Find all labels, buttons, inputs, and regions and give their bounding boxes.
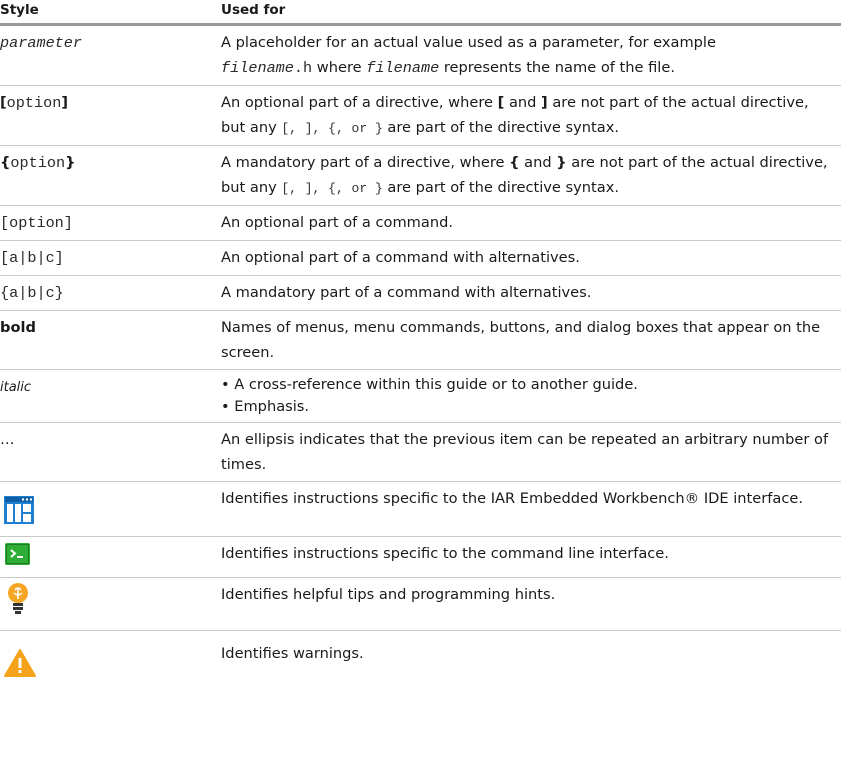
header-style: Style <box>0 2 39 18</box>
table-row <box>0 482 841 537</box>
option-word: option <box>10 154 66 172</box>
style-command-option: [option] <box>0 214 73 232</box>
bracket-close: ] <box>61 94 69 111</box>
description-cell <box>221 86 841 146</box>
inline-code: [, ], {, or } <box>281 121 383 136</box>
desc-text: where <box>312 59 367 76</box>
table-row <box>0 578 841 631</box>
bullet-item: • A cross-reference within this guide or to another guide. <box>221 376 638 393</box>
filename-italic: filename <box>366 59 440 77</box>
style-cell <box>0 276 221 311</box>
bold-bracket: [ <box>497 94 505 111</box>
table-row <box>0 206 841 241</box>
style-bold: bold <box>0 319 36 336</box>
style-cell <box>0 206 221 241</box>
style-cell <box>0 241 221 276</box>
style-cell <box>0 25 221 86</box>
style-cell <box>0 311 221 370</box>
style-cell <box>0 631 221 690</box>
bold-brace: } <box>556 154 567 171</box>
header-row <box>0 0 841 25</box>
desc-text: A placeholder for an actual value used as a parameter, for example <box>221 34 716 51</box>
option-word: option <box>6 94 62 112</box>
table-row <box>0 86 841 146</box>
style-cell <box>0 537 221 578</box>
table-row <box>0 537 841 578</box>
style-cell <box>0 86 221 146</box>
desc-text: A mandatory part of a directive, where <box>221 154 510 171</box>
brace-open: { <box>0 154 11 171</box>
description-cell: Identifies instructions specific to the IAR Embedded Workbench® IDE interface. <box>221 490 803 507</box>
table-row <box>0 631 841 690</box>
bold-brace: { <box>509 154 520 171</box>
lightbulb-icon <box>7 582 29 626</box>
header-used-for: Used for <box>221 2 286 18</box>
description-cell: A mandatory part of a command with alternatives. <box>221 284 592 301</box>
description-cell <box>221 370 841 423</box>
desc-text: represents the name of the file. <box>439 59 675 76</box>
style-cell <box>0 423 221 482</box>
desc-text: An optional part of a directive, where <box>221 94 498 111</box>
style-alternatives-mandatory: {a|b|c} <box>0 284 64 302</box>
description-cell <box>221 25 841 86</box>
bracket-open: [ <box>0 94 7 111</box>
description-cell: An ellipsis indicates that the previous item can be repeated an arbitrary number of times. <box>221 431 829 473</box>
style-alternatives-optional: [a|b|c] <box>0 249 64 267</box>
desc-text: and <box>504 94 542 111</box>
ide-window-icon <box>4 496 34 532</box>
style-cell <box>0 482 221 537</box>
desc-text: are not part of the actual directive, but any <box>221 154 828 196</box>
desc-text: are part of the directive syntax. <box>382 179 619 196</box>
warning-icon <box>4 649 36 685</box>
description-cell: An optional part of a command. <box>221 214 453 231</box>
table-row <box>0 146 841 206</box>
inline-code: [, ], {, or } <box>281 181 383 196</box>
desc-text: are part of the directive syntax. <box>382 119 619 136</box>
table-row <box>0 25 841 86</box>
style-cell <box>0 146 221 206</box>
file-extension: .h <box>293 59 313 77</box>
filename-italic: filename <box>221 59 294 77</box>
description-cell: Identifies warnings. <box>221 645 364 662</box>
description-cell <box>221 146 841 206</box>
description-cell: Names of menus, menu commands, buttons, and dialog boxes that appear on the screen. <box>221 319 821 361</box>
desc-text: are not part of the actual directive, but any <box>221 94 809 136</box>
command-line-icon <box>5 543 30 573</box>
description-cell: Identifies helpful tips and programming hints. <box>221 586 556 603</box>
description-cell: An optional part of a command with alternatives. <box>221 249 580 266</box>
description-cell: Identifies instructions specific to the command line interface. <box>221 545 669 562</box>
style-parameter: parameter <box>0 34 83 52</box>
table-row <box>0 423 841 482</box>
style-italic: italic <box>0 380 32 395</box>
style-cell <box>0 370 221 423</box>
table-row <box>0 311 841 370</box>
style-ellipsis: … <box>0 431 15 448</box>
table-row <box>0 241 841 276</box>
table-row <box>0 370 841 423</box>
bullet-item: • Emphasis. <box>221 398 310 415</box>
table-row <box>0 276 841 311</box>
bold-bracket: ] <box>541 94 548 111</box>
style-cell <box>0 578 221 631</box>
desc-text: and <box>519 154 557 171</box>
brace-close: } <box>65 154 76 171</box>
